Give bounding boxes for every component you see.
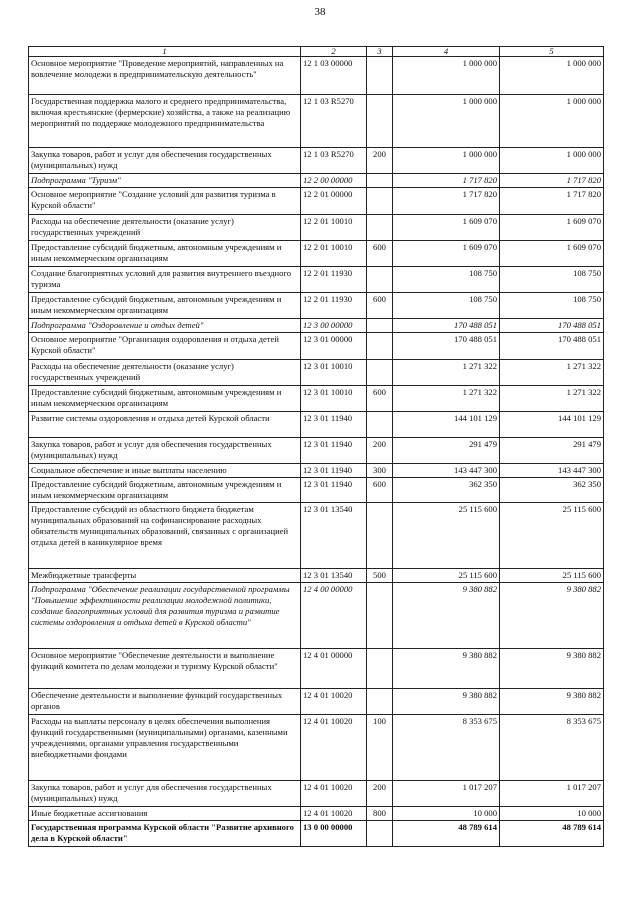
row-value-5: 10 000 (500, 807, 604, 821)
row-value-5: 9 380 882 (500, 583, 604, 649)
row-code: 12 3 00 00000 (301, 319, 367, 333)
row-value-5: 1 000 000 (500, 57, 604, 95)
row-code: 12 2 00 00000 (301, 174, 367, 188)
row-name: Государственная поддержка малого и среднего предпринимательства, включая крестьянские (фермерские) хозяйства, а также на реализацию мероприятий по поддержке молодежного предпринимательства (29, 95, 301, 148)
row-code: 12 3 01 11940 (301, 438, 367, 464)
row-name: Закупка товаров, работ и услуг для обеспечения государственных (муниципальных) нужд (29, 148, 301, 174)
row-vr: 600 (367, 241, 393, 267)
row-name: Подпрограмма "Обеспечение реализации государственной программы "Повышение эффективности реализации молодежной политики, создание благоприятных условий для развития туризма и развитие системы оздоровления и отдыха детей в Курской области" (29, 583, 301, 649)
row-name: Расходы на обеспечение деятельности (оказание услуг) государственных учреждений (29, 215, 301, 241)
row-value-5: 108 750 (500, 293, 604, 319)
row-value-5: 170 488 051 (500, 319, 604, 333)
row-value-4: 9 380 882 (393, 649, 500, 689)
row-code: 12 3 01 10010 (301, 360, 367, 386)
header-col-2: 2 (301, 47, 367, 57)
row-value-4: 1 271 322 (393, 386, 500, 412)
header-col-1: 1 (29, 47, 301, 57)
row-value-4: 362 350 (393, 478, 500, 503)
table-row (29, 57, 604, 95)
row-value-5: 1 271 322 (500, 386, 604, 412)
row-code: 12 3 01 13540 (301, 503, 367, 569)
row-value-4: 48 789 614 (393, 821, 500, 847)
row-vr (367, 503, 393, 569)
row-name: Предоставление субсидий бюджетным, автономным учреждениям и иным некоммерческим организациям (29, 241, 301, 267)
row-name: Межбюджетные трансферты (29, 569, 301, 583)
row-code: 12 2 01 10010 (301, 215, 367, 241)
row-name: Создание благоприятных условий для развития внутреннего въездного туризма (29, 267, 301, 293)
row-value-5: 8 353 675 (500, 715, 604, 781)
row-value-4: 144 101 129 (393, 412, 500, 438)
table-row (29, 174, 604, 188)
row-vr: 600 (367, 386, 393, 412)
row-code: 12 1 03 00000 (301, 57, 367, 95)
row-vr (367, 188, 393, 215)
row-vr (367, 333, 393, 360)
row-value-5: 1 000 000 (500, 148, 604, 174)
row-value-5: 25 115 600 (500, 569, 604, 583)
row-vr: 600 (367, 478, 393, 503)
row-vr (367, 821, 393, 847)
row-name: Основное мероприятие "Проведение мероприятий, направленных на вовлечение молодежи в предпринимательскую деятельность" (29, 57, 301, 95)
row-value-4: 10 000 (393, 807, 500, 821)
row-name: Иные бюджетные ассигнования (29, 807, 301, 821)
row-name: Основное мероприятие "Организация оздоровления и отдыха детей Курской области" (29, 333, 301, 360)
row-vr: 200 (367, 438, 393, 464)
row-name: Предоставление субсидий бюджетным, автономным учреждениям и иным некоммерческим организациям (29, 293, 301, 319)
table-row (29, 95, 604, 148)
row-vr (367, 360, 393, 386)
row-code: 12 3 01 11940 (301, 478, 367, 503)
row-vr (367, 267, 393, 293)
row-vr (367, 412, 393, 438)
row-value-5: 48 789 614 (500, 821, 604, 847)
row-value-4: 1 271 322 (393, 360, 500, 386)
header-col-5: 5 (500, 47, 604, 57)
row-code: 12 4 01 10020 (301, 689, 367, 715)
table-row (29, 583, 604, 649)
row-name: Обеспечение деятельности и выполнение функций государственных органов (29, 689, 301, 715)
table-row (29, 188, 604, 215)
row-vr: 800 (367, 807, 393, 821)
row-vr: 200 (367, 148, 393, 174)
row-code: 12 4 01 10020 (301, 807, 367, 821)
row-vr: 500 (367, 569, 393, 583)
row-name: Закупка товаров, работ и услуг для обеспечения государственных (муниципальных) нужд (29, 781, 301, 807)
table-row (29, 569, 604, 583)
row-name: Предоставление субсидий бюджетным, автономным учреждениям и иным некоммерческим организациям (29, 478, 301, 503)
row-value-4: 9 380 882 (393, 689, 500, 715)
row-value-5: 9 380 882 (500, 689, 604, 715)
row-value-4: 1 609 070 (393, 215, 500, 241)
row-value-4: 170 488 051 (393, 333, 500, 360)
row-name: Предоставление субсидий бюджетным, автономным учреждениям и иным некоммерческим организациям (29, 386, 301, 412)
table-row (29, 464, 604, 478)
table-row (29, 148, 604, 174)
row-value-4: 1 017 207 (393, 781, 500, 807)
row-value-5: 1 717 820 (500, 188, 604, 215)
row-value-4: 1 000 000 (393, 95, 500, 148)
budget-table (28, 46, 604, 847)
row-name: Подпрограмма "Оздоровление и отдых детей" (29, 319, 301, 333)
row-value-5: 143 447 300 (500, 464, 604, 478)
table-row (29, 781, 604, 807)
row-value-4: 1 000 000 (393, 57, 500, 95)
row-vr (367, 215, 393, 241)
row-code: 12 4 01 10020 (301, 781, 367, 807)
row-value-4: 143 447 300 (393, 464, 500, 478)
row-value-5: 1 609 070 (500, 215, 604, 241)
page-number: 38 (314, 6, 326, 18)
row-value-4: 1 717 820 (393, 188, 500, 215)
table-row (29, 241, 604, 267)
row-value-4: 170 488 051 (393, 319, 500, 333)
row-vr: 600 (367, 293, 393, 319)
row-vr (367, 649, 393, 689)
row-value-4: 108 750 (393, 267, 500, 293)
row-code: 12 2 01 11930 (301, 293, 367, 319)
row-code: 12 4 01 10020 (301, 715, 367, 781)
row-code: 12 4 01 00000 (301, 649, 367, 689)
header-row (29, 47, 604, 57)
row-vr (367, 57, 393, 95)
row-code: 12 3 01 11940 (301, 464, 367, 478)
table-row (29, 386, 604, 412)
table-row (29, 412, 604, 438)
row-value-5: 362 350 (500, 478, 604, 503)
row-name: Основное мероприятие "Обеспечение деятельности и выполнение функций комитета по делам молодежи и туризму Курской области" (29, 649, 301, 689)
row-name: Расходы на обеспечение деятельности (оказание услуг) государственных учреждений (29, 360, 301, 386)
row-value-4: 8 353 675 (393, 715, 500, 781)
row-vr: 300 (367, 464, 393, 478)
row-value-5: 9 380 882 (500, 649, 604, 689)
row-name: Расходы на выплаты персоналу в целях обеспечения выполнения функций государственными (муниципальными) органами, казенными учреждениями, органами управления государственными внебюджетными фондами (29, 715, 301, 781)
table-body (29, 57, 604, 847)
row-code: 12 2 01 11930 (301, 267, 367, 293)
table-row (29, 478, 604, 503)
row-value-5: 170 488 051 (500, 333, 604, 360)
table-row (29, 319, 604, 333)
row-value-5: 1 271 322 (500, 360, 604, 386)
row-code: 12 1 03 R5270 (301, 148, 367, 174)
row-code: 12 3 01 11940 (301, 412, 367, 438)
row-value-4: 9 380 882 (393, 583, 500, 649)
row-value-5: 291 479 (500, 438, 604, 464)
row-name: Закупка товаров, работ и услуг для обеспечения государственных (муниципальных) нужд (29, 438, 301, 464)
row-value-5: 144 101 129 (500, 412, 604, 438)
row-value-5: 25 115 600 (500, 503, 604, 569)
row-value-4: 25 115 600 (393, 503, 500, 569)
row-value-5: 1 017 207 (500, 781, 604, 807)
row-code: 12 2 01 10010 (301, 241, 367, 267)
row-name: Предоставление субсидий из областного бюджета бюджетам муниципальных образований на софинансирование расходных обязательств муниципальных образований, связанных с организацией отдыха детей в каникулярное время (29, 503, 301, 569)
row-vr (367, 95, 393, 148)
table-row (29, 333, 604, 360)
row-value-5: 108 750 (500, 267, 604, 293)
row-vr (367, 583, 393, 649)
table-row (29, 215, 604, 241)
row-value-4: 25 115 600 (393, 569, 500, 583)
row-code: 12 1 03 R5270 (301, 95, 367, 148)
row-code: 12 3 01 10010 (301, 386, 367, 412)
row-vr (367, 174, 393, 188)
header-col-4: 4 (393, 47, 500, 57)
row-value-4: 1 717 820 (393, 174, 500, 188)
table-row (29, 267, 604, 293)
row-vr: 200 (367, 781, 393, 807)
row-vr: 100 (367, 715, 393, 781)
row-name: Социальное обеспечение и иные выплаты населению (29, 464, 301, 478)
row-name: Развитие системы оздоровления и отдыха детей Курской области (29, 412, 301, 438)
table-row (29, 689, 604, 715)
table-row (29, 649, 604, 689)
table-row (29, 715, 604, 781)
row-value-5: 1 609 070 (500, 241, 604, 267)
row-value-4: 291 479 (393, 438, 500, 464)
row-value-4: 1 609 070 (393, 241, 500, 267)
table-row (29, 821, 604, 847)
row-code: 12 3 01 13540 (301, 569, 367, 583)
table-row (29, 360, 604, 386)
row-vr (367, 319, 393, 333)
row-name: Подпрограмма "Туризм" (29, 174, 301, 188)
row-code: 12 4 00 00000 (301, 583, 367, 649)
table-row (29, 503, 604, 569)
row-name: Государственная программа Курской области "Развитие архивного дела в Курской области" (29, 821, 301, 847)
row-value-4: 108 750 (393, 293, 500, 319)
header-col-3: 3 (367, 47, 393, 57)
row-value-5: 1 000 000 (500, 95, 604, 148)
row-code: 12 3 01 00000 (301, 333, 367, 360)
table-row (29, 807, 604, 821)
row-vr (367, 689, 393, 715)
row-name: Основное мероприятие "Создание условий для развития туризма в Курской области" (29, 188, 301, 215)
row-value-4: 1 000 000 (393, 148, 500, 174)
row-value-5: 1 717 820 (500, 174, 604, 188)
table-row (29, 438, 604, 464)
row-code: 12 2 01 00000 (301, 188, 367, 215)
row-code: 13 0 00 00000 (301, 821, 367, 847)
table-row (29, 293, 604, 319)
